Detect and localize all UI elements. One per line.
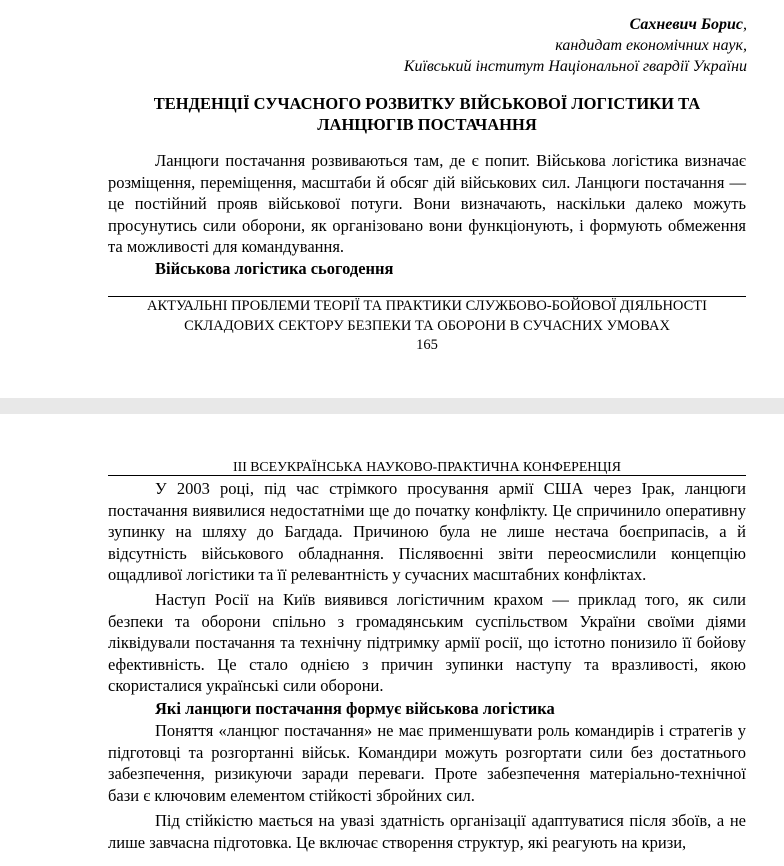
- author-block: [404, 14, 747, 77]
- page-166-body: [108, 478, 746, 854]
- author-name-line: [404, 14, 747, 35]
- page-number: 165: [416, 337, 438, 353]
- author-degree: кандидат економічних наук,: [555, 37, 747, 54]
- paragraph-iraq-2003: У 2003 році, під час стрімкого просування армії США через Ірак, ланцюги постачання виявилися недостатніми ще до початку конфлікту. Це спричинило оперативну зупинку на шляху до Багдада. Причиною була не лише нестача боєприпасів, а й відсутність військового обладнання. Післявоєнні звіти переосмислили концепцію ощадливої логістики та її релевантність у сучасних масштабних конфліктах.: [108, 479, 746, 585]
- document-page-166: [0, 414, 784, 866]
- paragraph-intro: Ланцюги постачання розвиваються там, де є попит. Військова логістика визначає розміщення, переміщення, масштаби й обсяг дій військових сил. Ланцюги постачання — це постійний прояв військової потуги. Вони визначають, наскільки далеко можуть просунутись сили оборони, як організовано вони функціонують, і формують обмеження та можливості для командування.: [108, 151, 746, 257]
- section-heading-supply-chains: Які ланцюги постачання формує військова логістика: [155, 698, 555, 718]
- paragraph-supply-chain-concept: Поняття «ланцюг постачання» не має применшувати роль командирів і стратегів у підготовці та розгортанні військ. Командири можуть розгортати сили без достатнього забезпечення, ризикуючи заради переваги. Проте забезпечення матеріально-технічної бази є ключовим елементом стійкості збройних сил.: [108, 720, 746, 805]
- article-title: [108, 93, 746, 135]
- footer-line-2: СКЛАДОВИХ СЕКТОРУ БЕЗПЕКИ ТА ОБОРОНИ В СУЧАСНИХ УМОВАХ: [184, 318, 670, 334]
- article-title-line-2: ЛАНЦЮГІВ ПОСТАЧАННЯ: [317, 115, 537, 134]
- page-165-body: [108, 150, 746, 280]
- author-name: Сахневич Борис: [629, 16, 743, 33]
- page-footer: [100, 296, 754, 336]
- author-name-comma: ,: [743, 16, 747, 33]
- author-institution: Київський інститут Національної гвардії України: [403, 58, 747, 75]
- paragraph-resilience: Під стійкістю мається на увазі здатність організації адаптуватися після збоїв, а не лише завчасна підготовка. Це включає створення структур, які реагують на кризи,: [108, 811, 746, 852]
- article-title-line-1: ТЕНДЕНЦІЇ СУЧАСНОГО РОЗВИТКУ ВІЙСЬКОВОЇ ЛОГІСТИКИ ТА: [153, 94, 701, 113]
- page-separator: [0, 398, 784, 414]
- paragraph-kyiv-offensive: Наступ Росії на Київ виявився логістичним крахом — приклад того, як сили безпеки та оборони спільно з громадянським суспільством України своїми діями ліквідували постачання та технічну підтримку армії росії, що істотно понизило її бойову ефективність. Це стало однією з причин зупинки наступу та вразливості, якою скористалися українські сили оборони.: [108, 589, 746, 696]
- section-heading-modern-logistics: Військова логістика сьогодення: [155, 258, 394, 278]
- page-header: ІІІ ВСЕУКРАЇНСЬКА НАУКОВО-ПРАКТИЧНА КОНФЕРЕНЦІЯ: [233, 459, 621, 474]
- document-page-165: [0, 0, 784, 398]
- header-divider: [108, 475, 746, 476]
- footer-line-1: АКТУАЛЬНІ ПРОБЛЕМИ ТЕОРІЇ ТА ПРАКТИКИ СЛУЖБОВО-БОЙОВОЇ ДІЯЛЬНОСТІ: [147, 298, 707, 314]
